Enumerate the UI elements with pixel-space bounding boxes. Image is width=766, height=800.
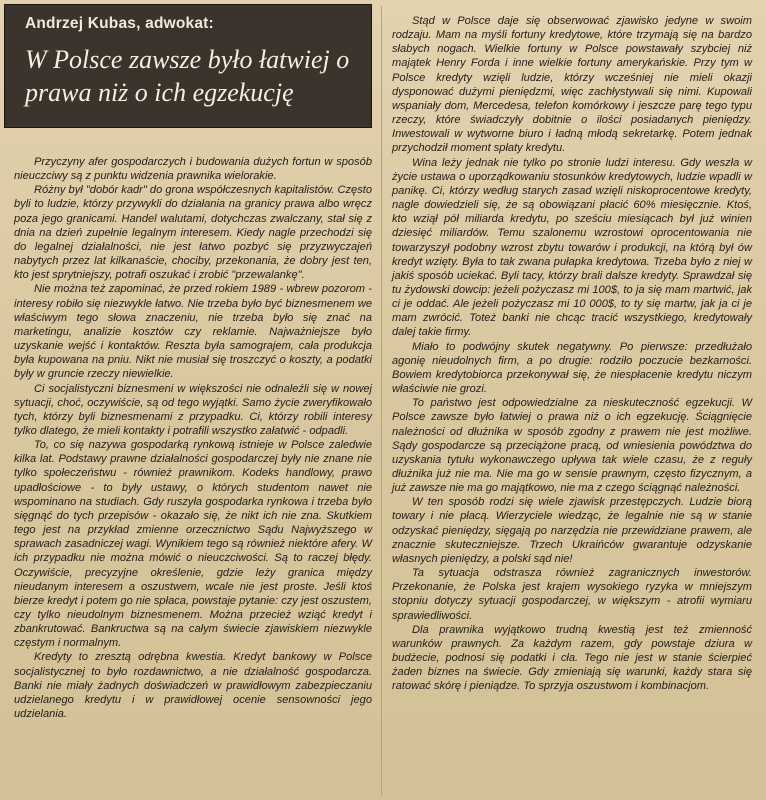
article-header (4, 4, 372, 128)
paragraph: Ci socjalistyczni biznesmeni w większości nie odnaleźli się w nowej sytuacji, choć, oczywiście, są od tego wyjątki. Samo życie zweryfikowało tych, którzy byli biznesmenami z przypadku. Ci, którzy robili interesy tylko dlatego, że mieli kontakty i potrafili wszystko załatwić - odpadli. (14, 382, 372, 437)
paragraph: Miało to podwójny skutek negatywny. Po pierwsze: przedłużało agonię nieudolnych firm, a po drugie: rodziło poczucie bezkarności. Bowiem kredytobiorca przekonywał się, że niespłacenie kredytu niczym właściwie nie grozi. (392, 340, 752, 396)
paragraph: Nie można też zapominać, że przed rokiem 1989 - wbrew pozorom - interesy robiło się niezwykle łatwo. Nie trzeba było być biznesmenem we właściwym tego słowa znaczeniu, nie trzeba było się znać na marketingu, analizie kosztów czy reklamie. Najważniejsze było uzyskanie wejść i kontaktów. Reszta była samograjem, cała produkcja była kupowana na pniu. Nikt nie musiał się troszczyć o koszty, a podatki były w gruncie rzeczy niewielkie. (14, 283, 372, 381)
column-divider (381, 6, 382, 796)
article-title: W Polsce zawsze było łatwiej o prawa niż o ich egzekucję (25, 45, 350, 107)
paragraph: Różny był "dobór kadr" do grona współczesnych kapitalistów. Często byli to ludzie, którzy przywykli do działania na granicy prawa albo wręcz poza jego granicami. Handel walutami, dotychczas zwalczany, stał się z dnia na dzień zupełnie legalnym interesem. Kiedy nagle przechodzi się do legalnej działalności, nie jest łatwo pozbyć się przyzwyczajeń nabytych przez lat kilkanaście, chociby, przekonania, że dobry jest ten, kto jest sprytniejszy, potrafi oszukać i zrobić "przewalankę". (14, 184, 372, 282)
paragraph: To państwo jest odpowiedzialne za nieskuteczność egzekucji. W Polsce zawsze było łatwiej o prawa niż o ich egzekucję. Ściągnięcie należności od dłużnika w sposób zgodny z prawem nie jest możliwe. Sądy gospodarcze są przeciążone pracą, od wniesienia powództwa do uzyskania tytułu wykonawczego upływa tak wiele czasu, że z reguły dłużnika już nie ma. Nie ma go w sensie prawnym, często fizycznym, a już zawsze nie ma go majątkowo, nie ma z czego ściągnąć należności. (392, 397, 752, 495)
left-column (14, 155, 372, 721)
paragraph: Ta sytuacja odstrasza również zagranicznych inwestorów. Przekonanie, że Polska jest krajem wysokiego ryzyka w mniejszym stopniu dotyczy sytuacji gospodarczej, w większym - atrofii wymiaru sprawiedliwości. (392, 567, 752, 622)
paragraph: Wina leży jednak nie tylko po stronie ludzi interesu. Gdy weszła w życie ustawa o uporządkowaniu stosunków kredytowych, ludzie wpadli w panikę. Ci, którzy według starych zasad wzięli niskoprocentowe kredyty, nagle dowiedzieli się, że są obowiązani płacić 60% miesięcznie. Ktoś, kto wziął pół miliarda kredytu, po sześciu miesiącach był już winien dziesięć miliardów. Temu szalonemu wzrostowi oprocentowania nie towarzyszył podobny wzrost zbytu towarów i produkcji, na którą był ów kredyt wzięty. Była to tak zwana pułapka kredytowa. Trzeba było z niej w jakiś sposób uciekać. Byli tacy, którzy brali dalsze kredyty. Sprawdzał się tu żydowski dowcip: jeżeli pożyczasz mi 100$, to ja się mam martwić, jak ci je oddać. Ale jeżeli pożyczasz mi 10 000$, to ty się martw, jak ja ci je mam zwrócić. Toteż banki nie chcąc tracić wszystkiego, kredytowały dalej takie firmy. (392, 156, 752, 339)
paragraph: Dla prawnika wyjątkowo trudną kwestią jest też zmienność warunków prawnych. Za każdym razem, gdy powstaje dziura w budżecie, podnosi się podatki i cła. Tego nie jest w stanie ścierpieć żaden biznes na świecie. Gdy zmieniają się warunki, każdy stara się ratować skórę i pieniądze. To sprzyja oszustwom i kombinacjom. (392, 623, 752, 693)
paragraph: Kredyty to zresztą odrębna kwestia. Kredyt bankowy w Polsce socjalistycznej to było rozdawnictwo, a nie działalność gospodarcza. Banki nie miały żadnych doświadczeń w prawidłowym zabezpieczaniu udzielanego kredytu i w prawidłowej ocenie sensowności jego udzielania. (14, 651, 372, 721)
author-byline: Andrzej Kubas, adwokat: (25, 15, 214, 32)
paragraph: Przyczyny afer gospodarczych i budowania dużych fortun w sposób nieuczciwy są z punktu widzenia prawnika wielorakie. (14, 156, 372, 183)
paragraph: To, co się nazywa gospodarką rynkową istnieje w Polsce zaledwie kilka lat. Podstawy prawne działalności gospodarczej były nie znane nie tylko społeczeństwu - również prawnikom. Kodeks handlowy, prawo upadłościowe - to były ustawy, o których studentom nawet nie wspominano na studiach. Gdy ruszyła gospodarka rynkowa i trzeba było sięgnąć do tych przepisów - okazało się, że nikt ich nie zna. Skutkiem tego jest na przykład zmienne orzecznictwo Sądu Najwyższego w sprawach zasadniczej wagi. Wynikiem tego są również niektóre afery. W ich przypadku nie można mówić o nieuczciwości. Są to raczej błędy. Oczywiście, precyzyjne określenie, gdzie leży granica między nieudanym interesem a oszustwem, wcale nie jest proste. Jeśli ktoś bierze kredyt i potem go nie spłaca, powstaje pytanie: czy jest oszustem, czy tylko nieudolnym biznesmenem. Można przecież wziąć kredyt i zbankrutować. Bankructwa są na całym świecie zjawiskiem niezwykle częstym i normalnym. (14, 439, 372, 650)
right-column (392, 14, 752, 694)
paragraph: Stąd w Polsce daje się obserwować zjawisko jedyne w swoim rodzaju. Mam na myśli fortuny kredytowe, które trzymają się na bardzo słabych nogach. Wielkie fortuny w Polsce powstawały szybciej niż majątek Henry Forda i inne wielkie fortuny amerykańskie. Przy tym w Polsce kredyty wzięli ludzie, którzy wcześniej nie mieli okazji dysponować dużymi pieniędzmi, więc zachłystywali się nimi. Kupowali wspaniały dom, Mercedesa, telefon komórkowy i jeszcze parę tego typu rzeczy, które świadczyły dobitnie o ilości posiadanych pieniędzy. Inwestowali w wytworne biuro i ładną młodą sekretarkę. Potem jednak przychodził moment spłaty kredytu. (392, 15, 752, 155)
paragraph: W ten sposób rodzi się wiele zjawisk przestępczych. Ludzie biorą towary i nie płacą. Wierzyciele wiedząc, że legalnie nie są w stanie odzyskać pieniędzy, sięgają po narzędzia nie przewidziane prawem, ale znacznie skuteczniejsze. Trzech Ukraińców gwarantuje odzyskanie własnych pieniędzy, a polski sąd nie! (392, 496, 752, 565)
